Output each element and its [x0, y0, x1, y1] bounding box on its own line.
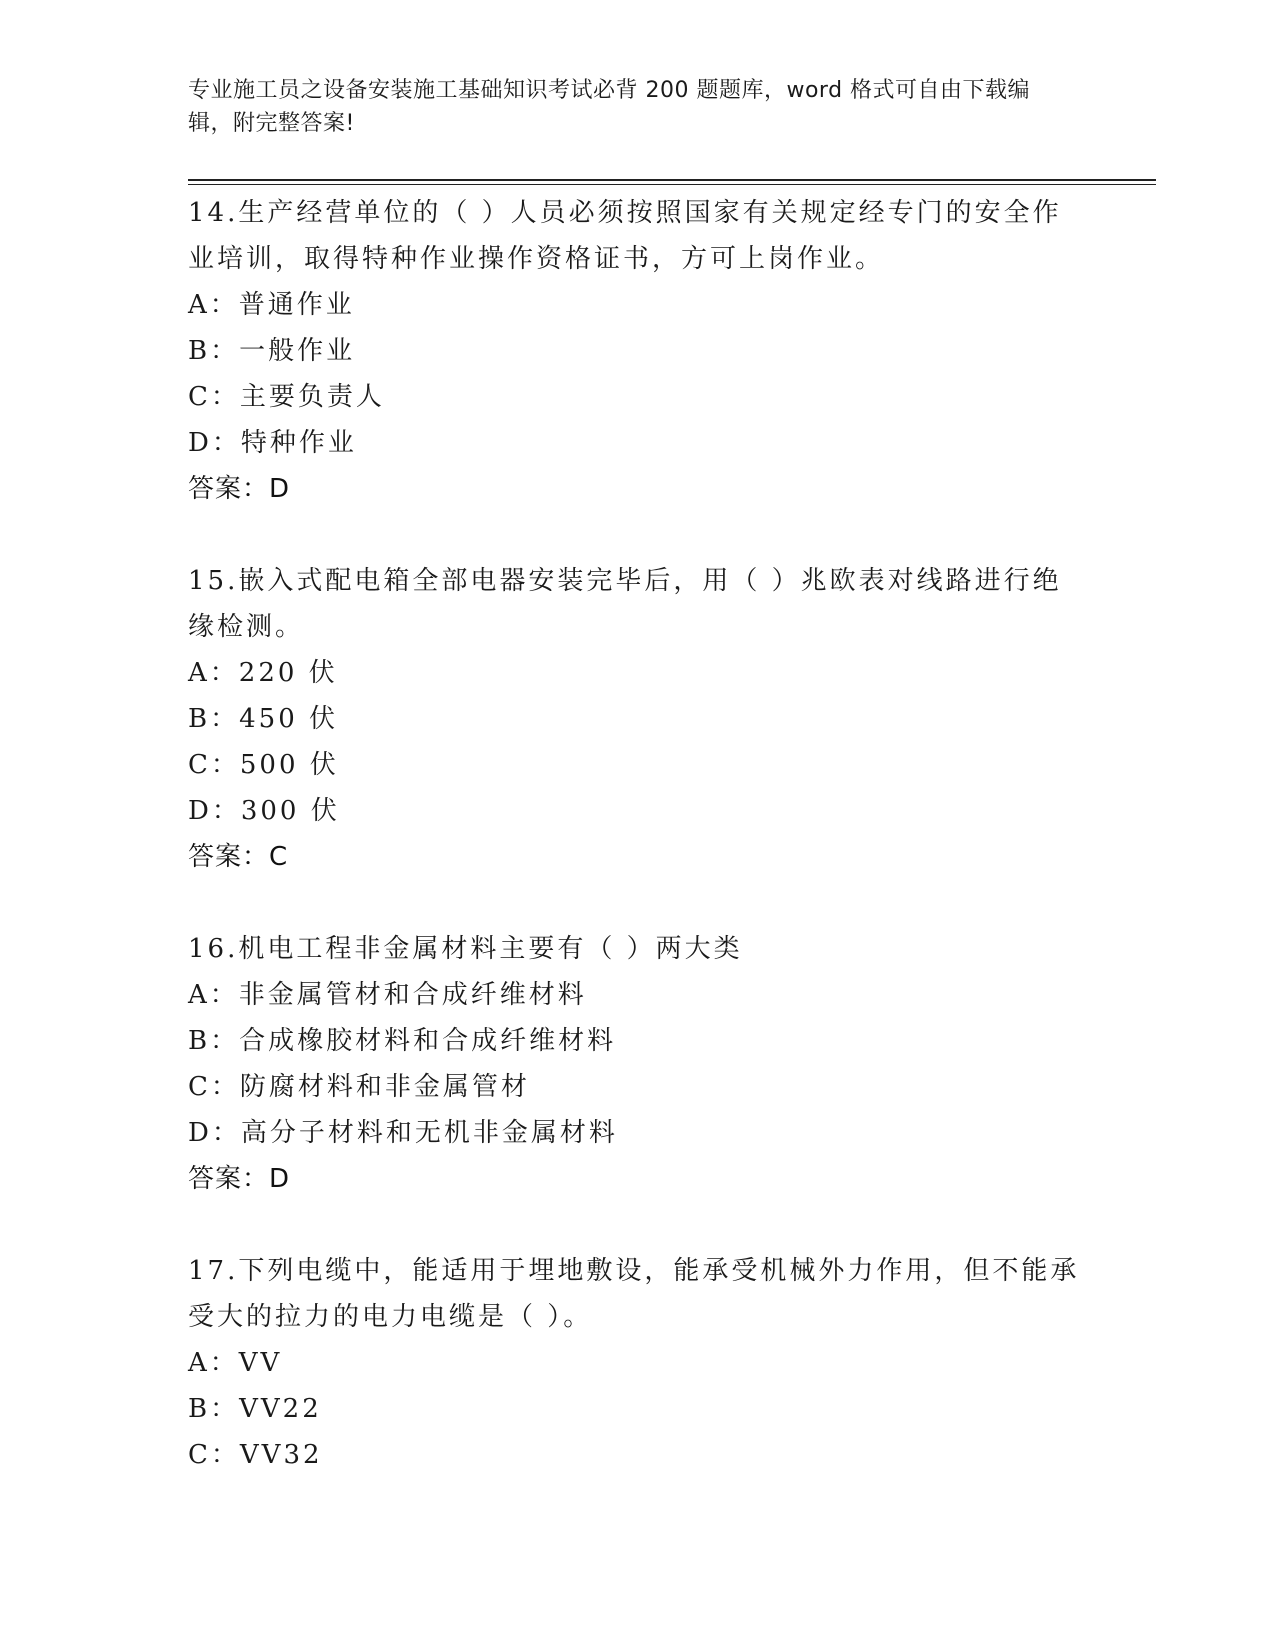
header-rule-thin [188, 184, 1156, 185]
option-d: D：高分子材料和无机非金属材料 [188, 1118, 618, 1148]
question-stem: 16.机电工程非金属材料主要有（ ）两大类 [188, 934, 743, 964]
question-stem: 15.嵌入式配电箱全部电器安装完毕后，用（ ）兆欧表对线路进行绝缘检测。 [188, 566, 1062, 642]
option-a: A：220 伏 [188, 658, 338, 688]
question-stem: 14.生产经营单位的（ ）人员必须按照国家有关规定经专门的安全作业培训，取得特种作业操作资格证书，方可上岗作业。 [188, 198, 1062, 274]
option-b: B：合成橡胶材料和合成纤维材料 [188, 1026, 617, 1056]
question-17 [188, 1248, 1088, 1478]
option-b: B：450 伏 [188, 704, 338, 734]
option-b: B：一般作业 [188, 336, 356, 366]
question-stem: 17.下列电缆中，能适用于埋地敷设，能承受机械外力作用，但不能承受大的拉力的电力电缆是（ ）。 [188, 1256, 1080, 1332]
option-a: A：非金属管材和合成纤维材料 [188, 980, 587, 1010]
answer-line: 答案：C [188, 842, 289, 872]
header-rule-thick [188, 179, 1156, 181]
option-c: C：VV32 [188, 1440, 323, 1470]
option-c: C：500 伏 [188, 750, 339, 780]
answer-line: 答案：D [188, 474, 291, 504]
option-d: D：300 伏 [188, 796, 340, 826]
answer-line: 答案：D [188, 1164, 291, 1194]
option-c: C：防腐材料和非金属管材 [188, 1072, 530, 1102]
question-list [188, 190, 1088, 1524]
question-14 [188, 190, 1088, 512]
question-15 [188, 558, 1088, 880]
option-c: C：主要负责人 [188, 382, 385, 412]
question-16 [188, 926, 1088, 1202]
option-b: B：VV22 [188, 1394, 322, 1424]
option-a: A：VV [188, 1348, 283, 1378]
document-header: 专业施工员之设备安装施工基础知识考试必背 200 题题库，word 格式可自由下载编辑，附完整答案! [188, 78, 1031, 136]
option-d: D：特种作业 [188, 428, 357, 458]
option-a: A：普通作业 [188, 290, 355, 320]
